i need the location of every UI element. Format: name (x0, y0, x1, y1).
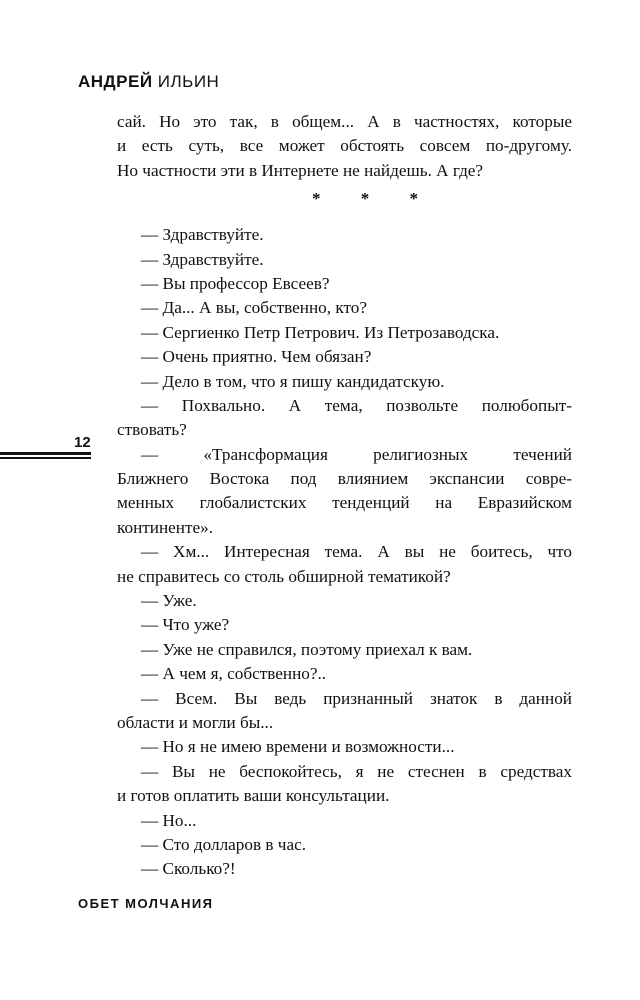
dialogue-line: — Хм... Интересная тема. А вы не боитесь, что (141, 542, 572, 562)
dialogue-line: — Сергиенко Петр Петрович. Из Петрозаводска. (141, 322, 500, 342)
book-title-footer: ОБЕТ МОЛЧАНИЯ (78, 896, 214, 911)
text-line: сай. Но это так, в общем... А в частностях, которые (117, 112, 572, 131)
dialogue-line: — Сколько?! (141, 859, 236, 879)
dialogue-line: — «Трансформация религиозных течений (141, 444, 572, 464)
dialogue-line: — А чем я, собственно?.. (141, 664, 327, 684)
dialogue-line: и готов оплатить ваши консультации. (117, 786, 390, 806)
margin-rule-thick (0, 452, 91, 455)
page-number: 12 (74, 434, 91, 451)
dialogue-line: — Да... А вы, собственно, кто? (141, 298, 367, 318)
running-header (78, 72, 219, 92)
dialogue-line: — Вы профессор Евсеев? (141, 273, 330, 293)
author-first-name: АНДРЕЙ (78, 72, 153, 91)
dialogue-line: — Здравствуйте. (141, 225, 264, 245)
dialogue-line: — Но я не имею времени и возможности... (141, 737, 455, 757)
dialogue-line: менных глобалистских тенденций на Евразийском (117, 493, 572, 513)
dialogue-line: — Но... (141, 810, 197, 830)
dialogue-line: — Всем. Вы ведь признанный знаток в данной (141, 688, 572, 708)
margin-rule-thin (0, 457, 91, 459)
text-line: и есть суть, все может обстоять совсем по-другому. (117, 136, 572, 156)
dialogue-line: континенте». (117, 517, 214, 537)
author-last-name: ИЛЬИН (157, 72, 220, 91)
dialogue-line: — Уже. (141, 591, 197, 611)
dialogue-line: — Вы не беспокойтесь, я не стеснен в средствах (141, 761, 572, 781)
dialogue-line: — Похвально. А тема, позвольте полюбопыт- (141, 395, 572, 415)
dialogue-line: Ближнего Востока под влиянием экспансии совре- (117, 469, 572, 489)
page-text (117, 110, 572, 882)
dialogue-line: не справитесь со столь обширной тематикой? (117, 566, 451, 586)
dialogue-line: — Дело в том, что я пишу кандидатскую. (141, 371, 445, 391)
dialogue-line: — Уже не справился, поэтому приехал к вам. (141, 639, 473, 659)
dialogue-line: — Сто долларов в час. (141, 834, 307, 854)
section-separator: * * * (312, 189, 436, 209)
text-line: Но частности эти в Интернете не найдешь. А где? (117, 160, 484, 180)
dialogue-line: ствовать? (117, 420, 187, 440)
dialogue-line: — Здравствуйте. (141, 249, 264, 269)
separator-gap (117, 215, 572, 223)
dialogue-line: области и могли бы... (117, 712, 274, 732)
dialogue-line: — Что уже? (141, 615, 230, 635)
dialogue-line: — Очень приятно. Чем обязан? (141, 347, 372, 367)
